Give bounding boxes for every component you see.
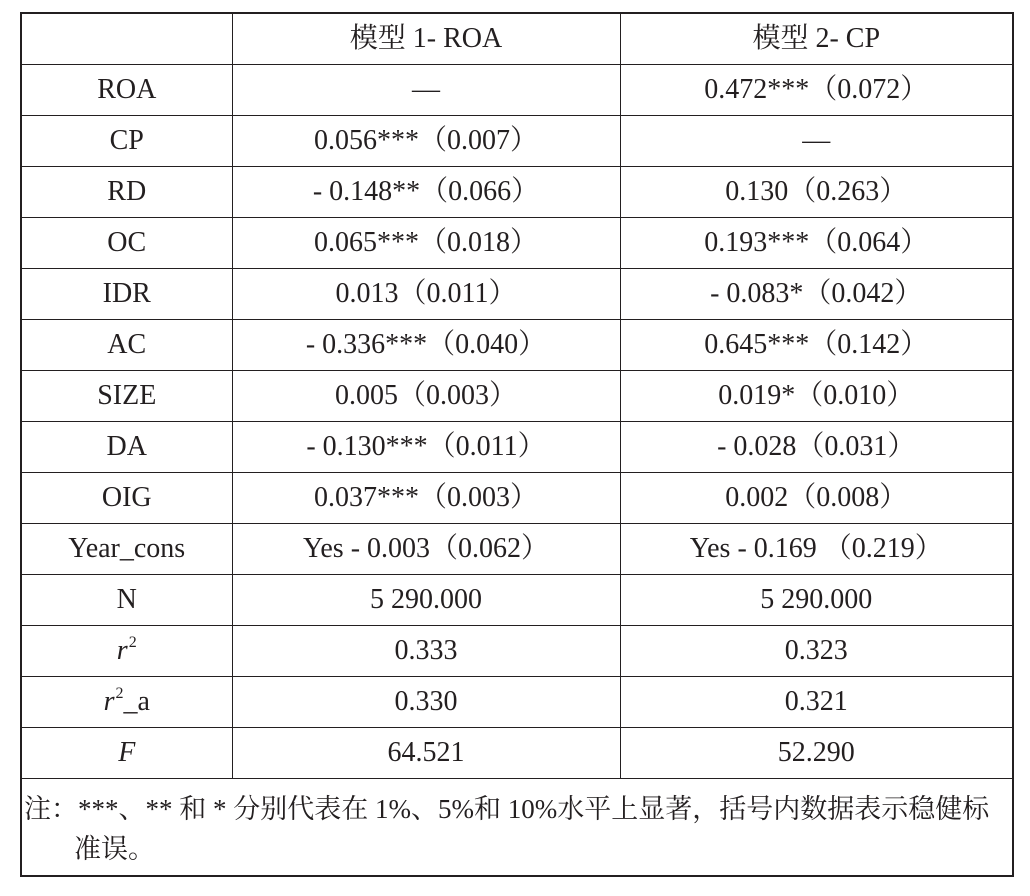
table-row-roa (21, 65, 1013, 116)
table-row-size (21, 371, 1013, 422)
model1-cell: 0.333 (232, 626, 620, 677)
row-label: AC (21, 320, 232, 371)
table-note: 注：***、** 和 * 分别代表在 1%、5%和 10%水平上显著，括号内数据表示稳健标准误。 (21, 779, 1013, 876)
model2-cell: 0.645***（0.142） (620, 320, 1013, 371)
table-row-n (21, 575, 1013, 626)
table-row-idr (21, 269, 1013, 320)
model1-cell: - 0.336***（0.040） (232, 320, 620, 371)
table-row-ac (21, 320, 1013, 371)
table-row-da (21, 422, 1013, 473)
model1-cell: - 0.148**（0.066） (232, 167, 620, 218)
table-row-oig (21, 473, 1013, 524)
model2-cell: 52.290 (620, 728, 1013, 779)
model2-cell: - 0.028（0.031） (620, 422, 1013, 473)
model2-cell: 0.130（0.263） (620, 167, 1013, 218)
header-cell-model1: 模型 1- ROA (232, 13, 620, 65)
model2-cell: 0.193***（0.064） (620, 218, 1013, 269)
model2-cell: 0.472***（0.072） (620, 65, 1013, 116)
table-row-oc (21, 218, 1013, 269)
model2-cell: 5 290.000 (620, 575, 1013, 626)
row-label: OIG (21, 473, 232, 524)
header-cell-model2: 模型 2- CP (620, 13, 1013, 65)
regression-table-container (20, 12, 1012, 877)
table-note-row (21, 779, 1013, 876)
table-row-r2-a (21, 677, 1013, 728)
table-row-year-cons (21, 524, 1013, 575)
model1-cell: 64.521 (232, 728, 620, 779)
header-cell-empty (21, 13, 232, 65)
table-row-f (21, 728, 1013, 779)
model1-cell: 0.037***（0.003） (232, 473, 620, 524)
model1-cell: 0.005（0.003） (232, 371, 620, 422)
model1-cell: — (232, 65, 620, 116)
model2-cell: Yes - 0.169 （0.219） (620, 524, 1013, 575)
row-label: DA (21, 422, 232, 473)
table-row-rd (21, 167, 1013, 218)
model1-cell: Yes - 0.003（0.062） (232, 524, 620, 575)
model1-cell: 0.065***（0.018） (232, 218, 620, 269)
row-label: ROA (21, 65, 232, 116)
row-label: RD (21, 167, 232, 218)
row-label-base: r (116, 635, 128, 666)
row-label: N (21, 575, 232, 626)
model1-cell: 5 290.000 (232, 575, 620, 626)
row-label: CP (21, 116, 232, 167)
table-row-r2 (21, 626, 1013, 677)
row-label-superscript: 2 (128, 633, 137, 651)
row-label-suffix: _a (123, 686, 150, 717)
model1-cell: 0.330 (232, 677, 620, 728)
model2-cell: 0.323 (620, 626, 1013, 677)
row-label: OC (21, 218, 232, 269)
model2-cell: 0.321 (620, 677, 1013, 728)
model1-cell: 0.013（0.011） (232, 269, 620, 320)
table-row-cp (21, 116, 1013, 167)
model2-cell: — (620, 116, 1013, 167)
row-label: Year_cons (21, 524, 232, 575)
row-label (21, 677, 232, 728)
row-label: IDR (21, 269, 232, 320)
model1-cell: 0.056***（0.007） (232, 116, 620, 167)
model2-cell: 0.019*（0.010） (620, 371, 1013, 422)
table-header-row (21, 13, 1013, 65)
regression-table (20, 12, 1014, 877)
row-label-base: r (103, 686, 115, 717)
model1-cell: - 0.130***（0.011） (232, 422, 620, 473)
model2-cell: 0.002（0.008） (620, 473, 1013, 524)
row-label: F (21, 728, 232, 779)
model2-cell: - 0.083*（0.042） (620, 269, 1013, 320)
row-label-superscript: 2 (115, 684, 124, 702)
row-label (21, 626, 232, 677)
row-label: SIZE (21, 371, 232, 422)
